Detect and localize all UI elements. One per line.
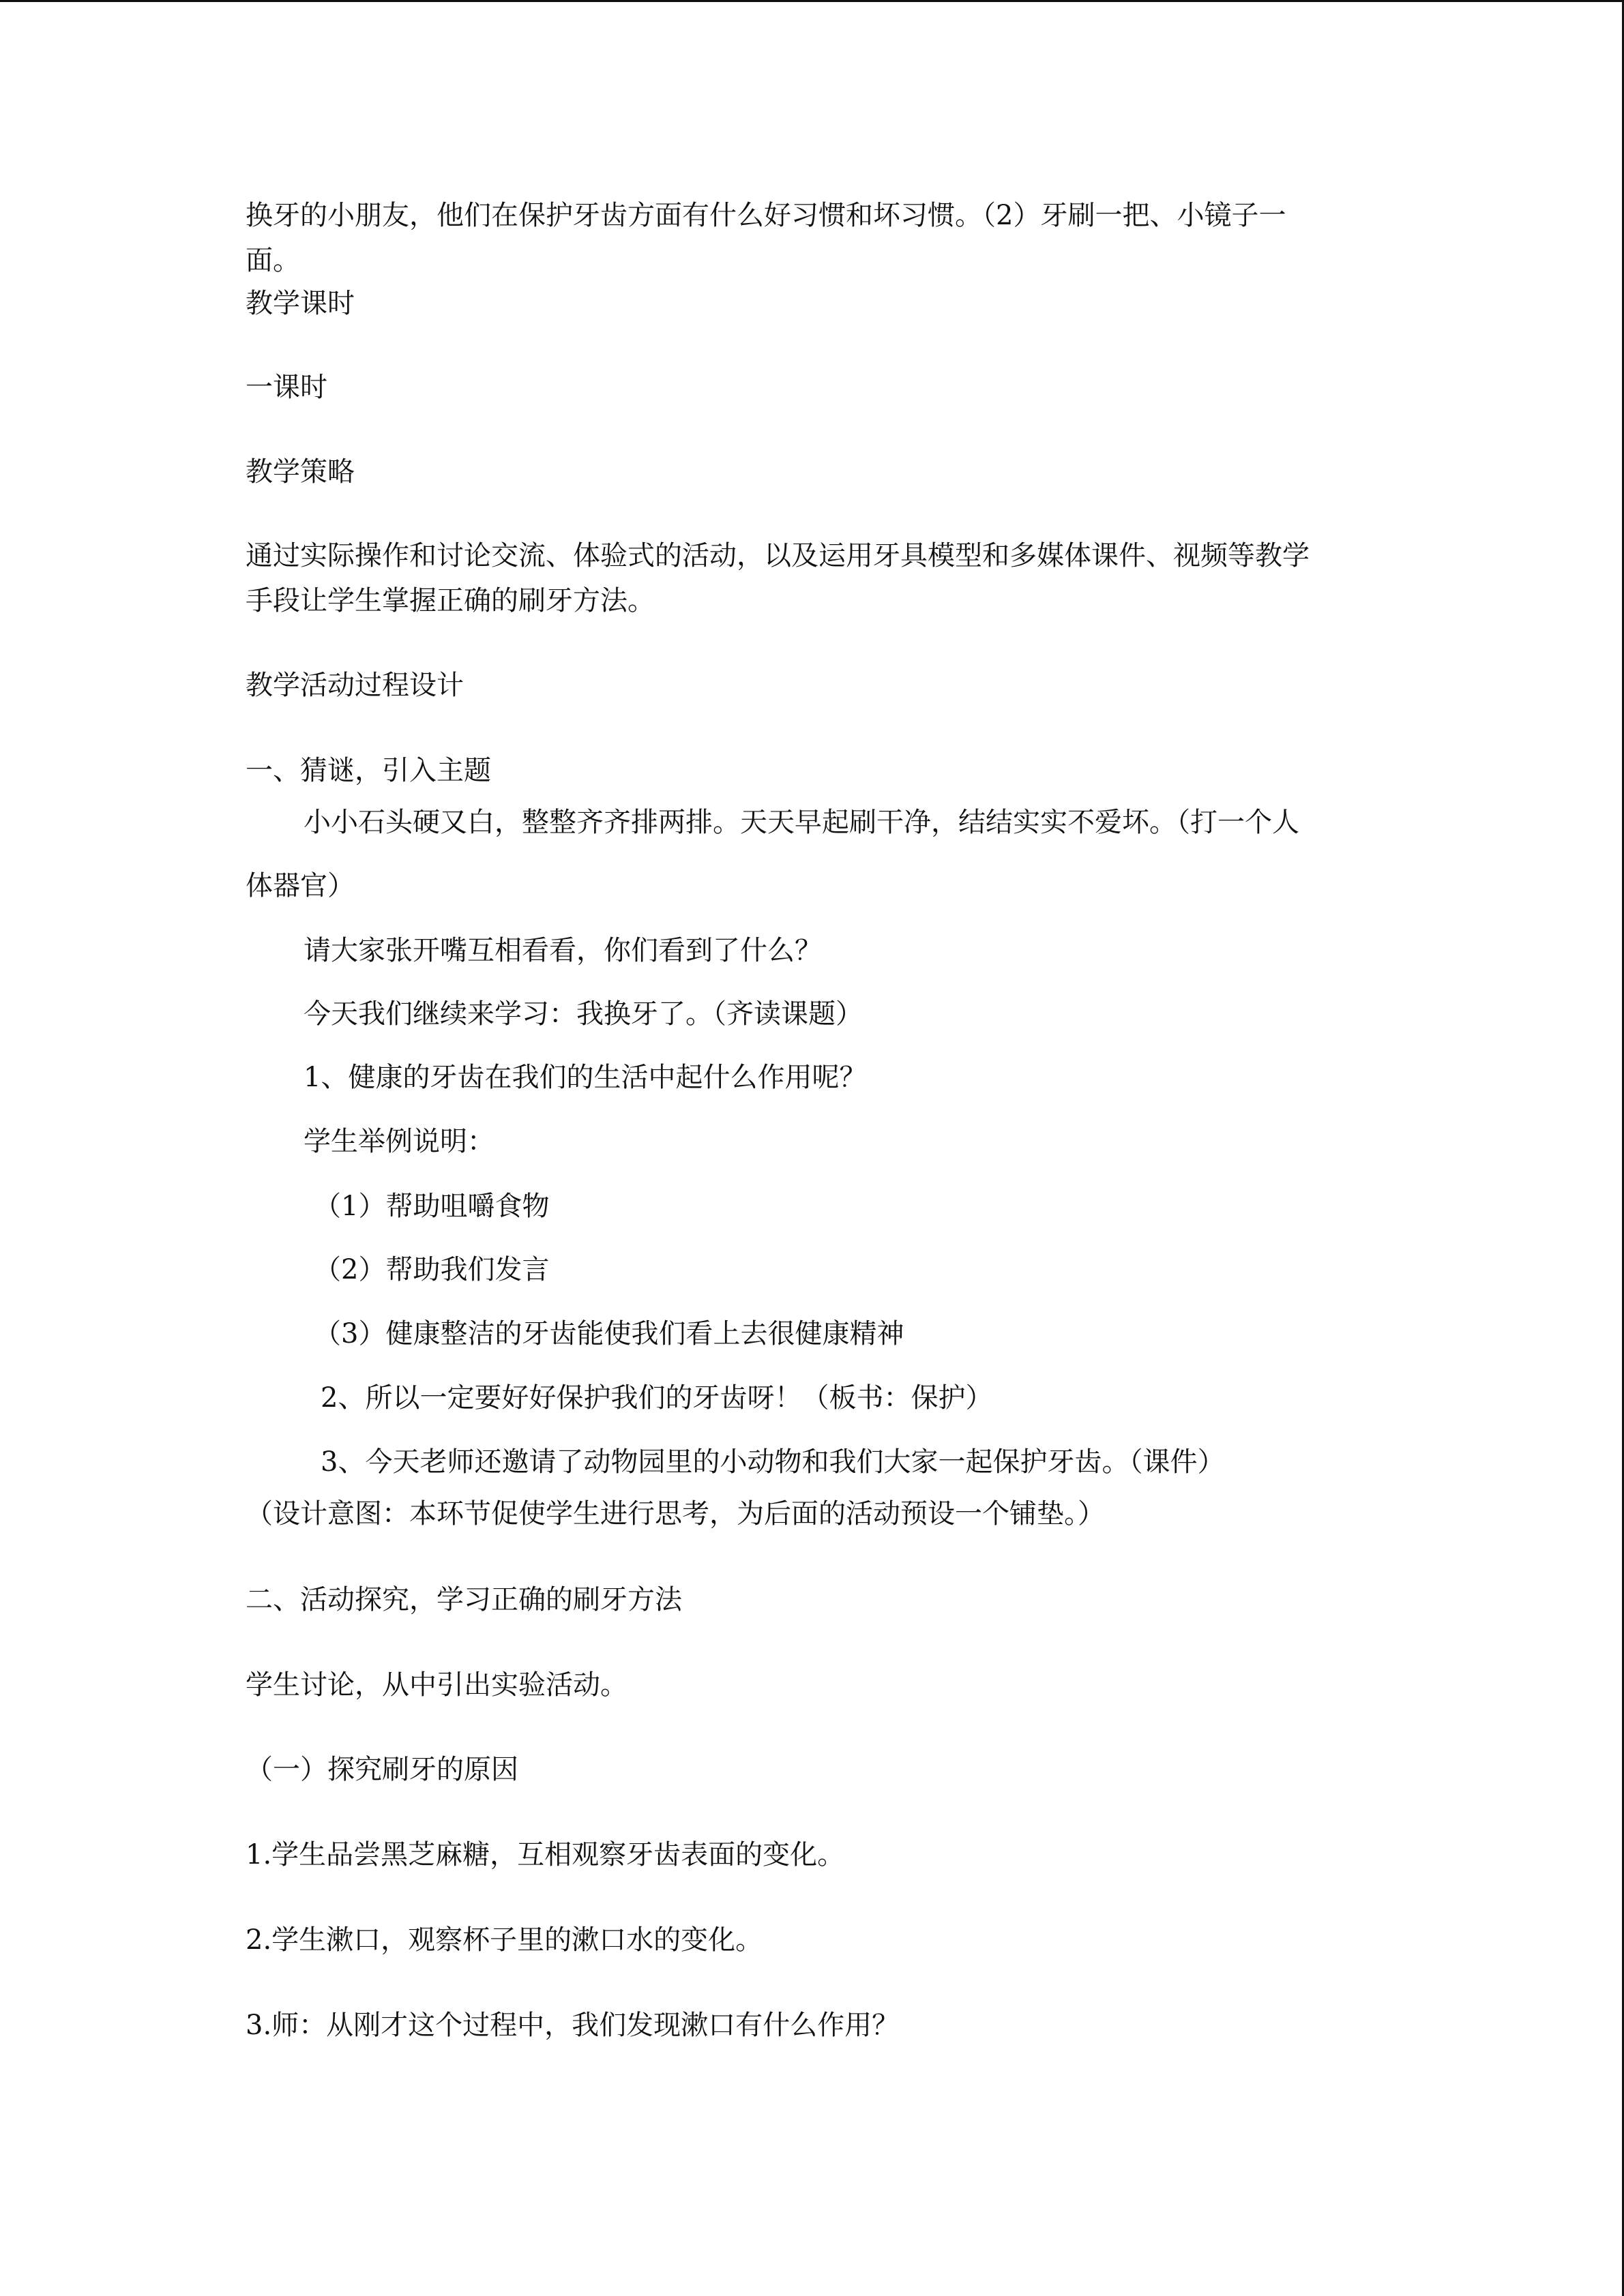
text-line: 面。: [246, 245, 300, 276]
list-item: （3）健康整洁的牙齿能使我们看上去很健康精神: [314, 1318, 904, 1350]
text-line: 通过实际操作和讨论交流、体验式的活动，以及运用牙具模型和多媒体课件、视频等教学: [246, 540, 1310, 571]
section-heading: 教学课时: [246, 288, 355, 319]
design-note: （设计意图：本环节促使学生进行思考，为后面的活动预设一个铺垫。）: [246, 1498, 1105, 1530]
text-line: 手段让学生掌握正确的刷牙方法。: [246, 585, 655, 616]
list-item: （2）帮助我们发言: [314, 1254, 550, 1285]
text-line: 学生举例说明：: [304, 1126, 494, 1157]
section-heading: 教学活动过程设计: [246, 670, 464, 701]
text-line: 换牙的小朋友，他们在保护牙齿方面有什么好习惯和坏习惯。（2）牙刷一把、小镜子一: [246, 200, 1286, 231]
subsection-heading: （一）探究刷牙的原因: [246, 1754, 518, 1785]
text-line: 学生讨论，从中引出实验活动。: [246, 1669, 628, 1701]
section-heading: 二、活动探究，学习正确的刷牙方法: [246, 1584, 682, 1615]
text-line: 2.学生漱口，观察杯子里的漱口水的变化。: [246, 1924, 763, 1956]
list-item: （1）帮助咀嚼食物: [314, 1191, 550, 1222]
section-heading: 一、猜谜，引入主题: [246, 755, 491, 786]
text-line: 1.学生品尝黑芝麻糖，互相观察牙齿表面的变化。: [246, 1839, 845, 1870]
text-line: 今天我们继续来学习：我换牙了。（齐读课题）: [304, 998, 863, 1030]
text-line: 1、健康的牙齿在我们的生活中起什么作用呢？: [304, 1062, 867, 1093]
text-line: 2、所以一定要好好保护我们的牙齿呀！（板书：保护）: [321, 1382, 993, 1414]
riddle-line: 体器官）: [246, 870, 355, 901]
section-heading: 教学策略: [246, 456, 355, 488]
page-top-border: [0, 0, 1624, 2]
text-line: 3、今天老师还邀请了动物园里的小动物和我们大家一起保护牙齿。（课件）: [321, 1446, 1225, 1478]
text-line: 一课时: [246, 372, 327, 403]
riddle-line: 小小石头硬又白，整整齐齐排两排。天天早起刷干净，结结实实不爱坏。（打一个人: [304, 807, 1299, 838]
text-line: 3.师：从刚才这个过程中，我们发现漱口有什么作用？: [246, 2010, 900, 2041]
text-line: 请大家张开嘴互相看看，你们看到了什么？: [304, 935, 822, 966]
